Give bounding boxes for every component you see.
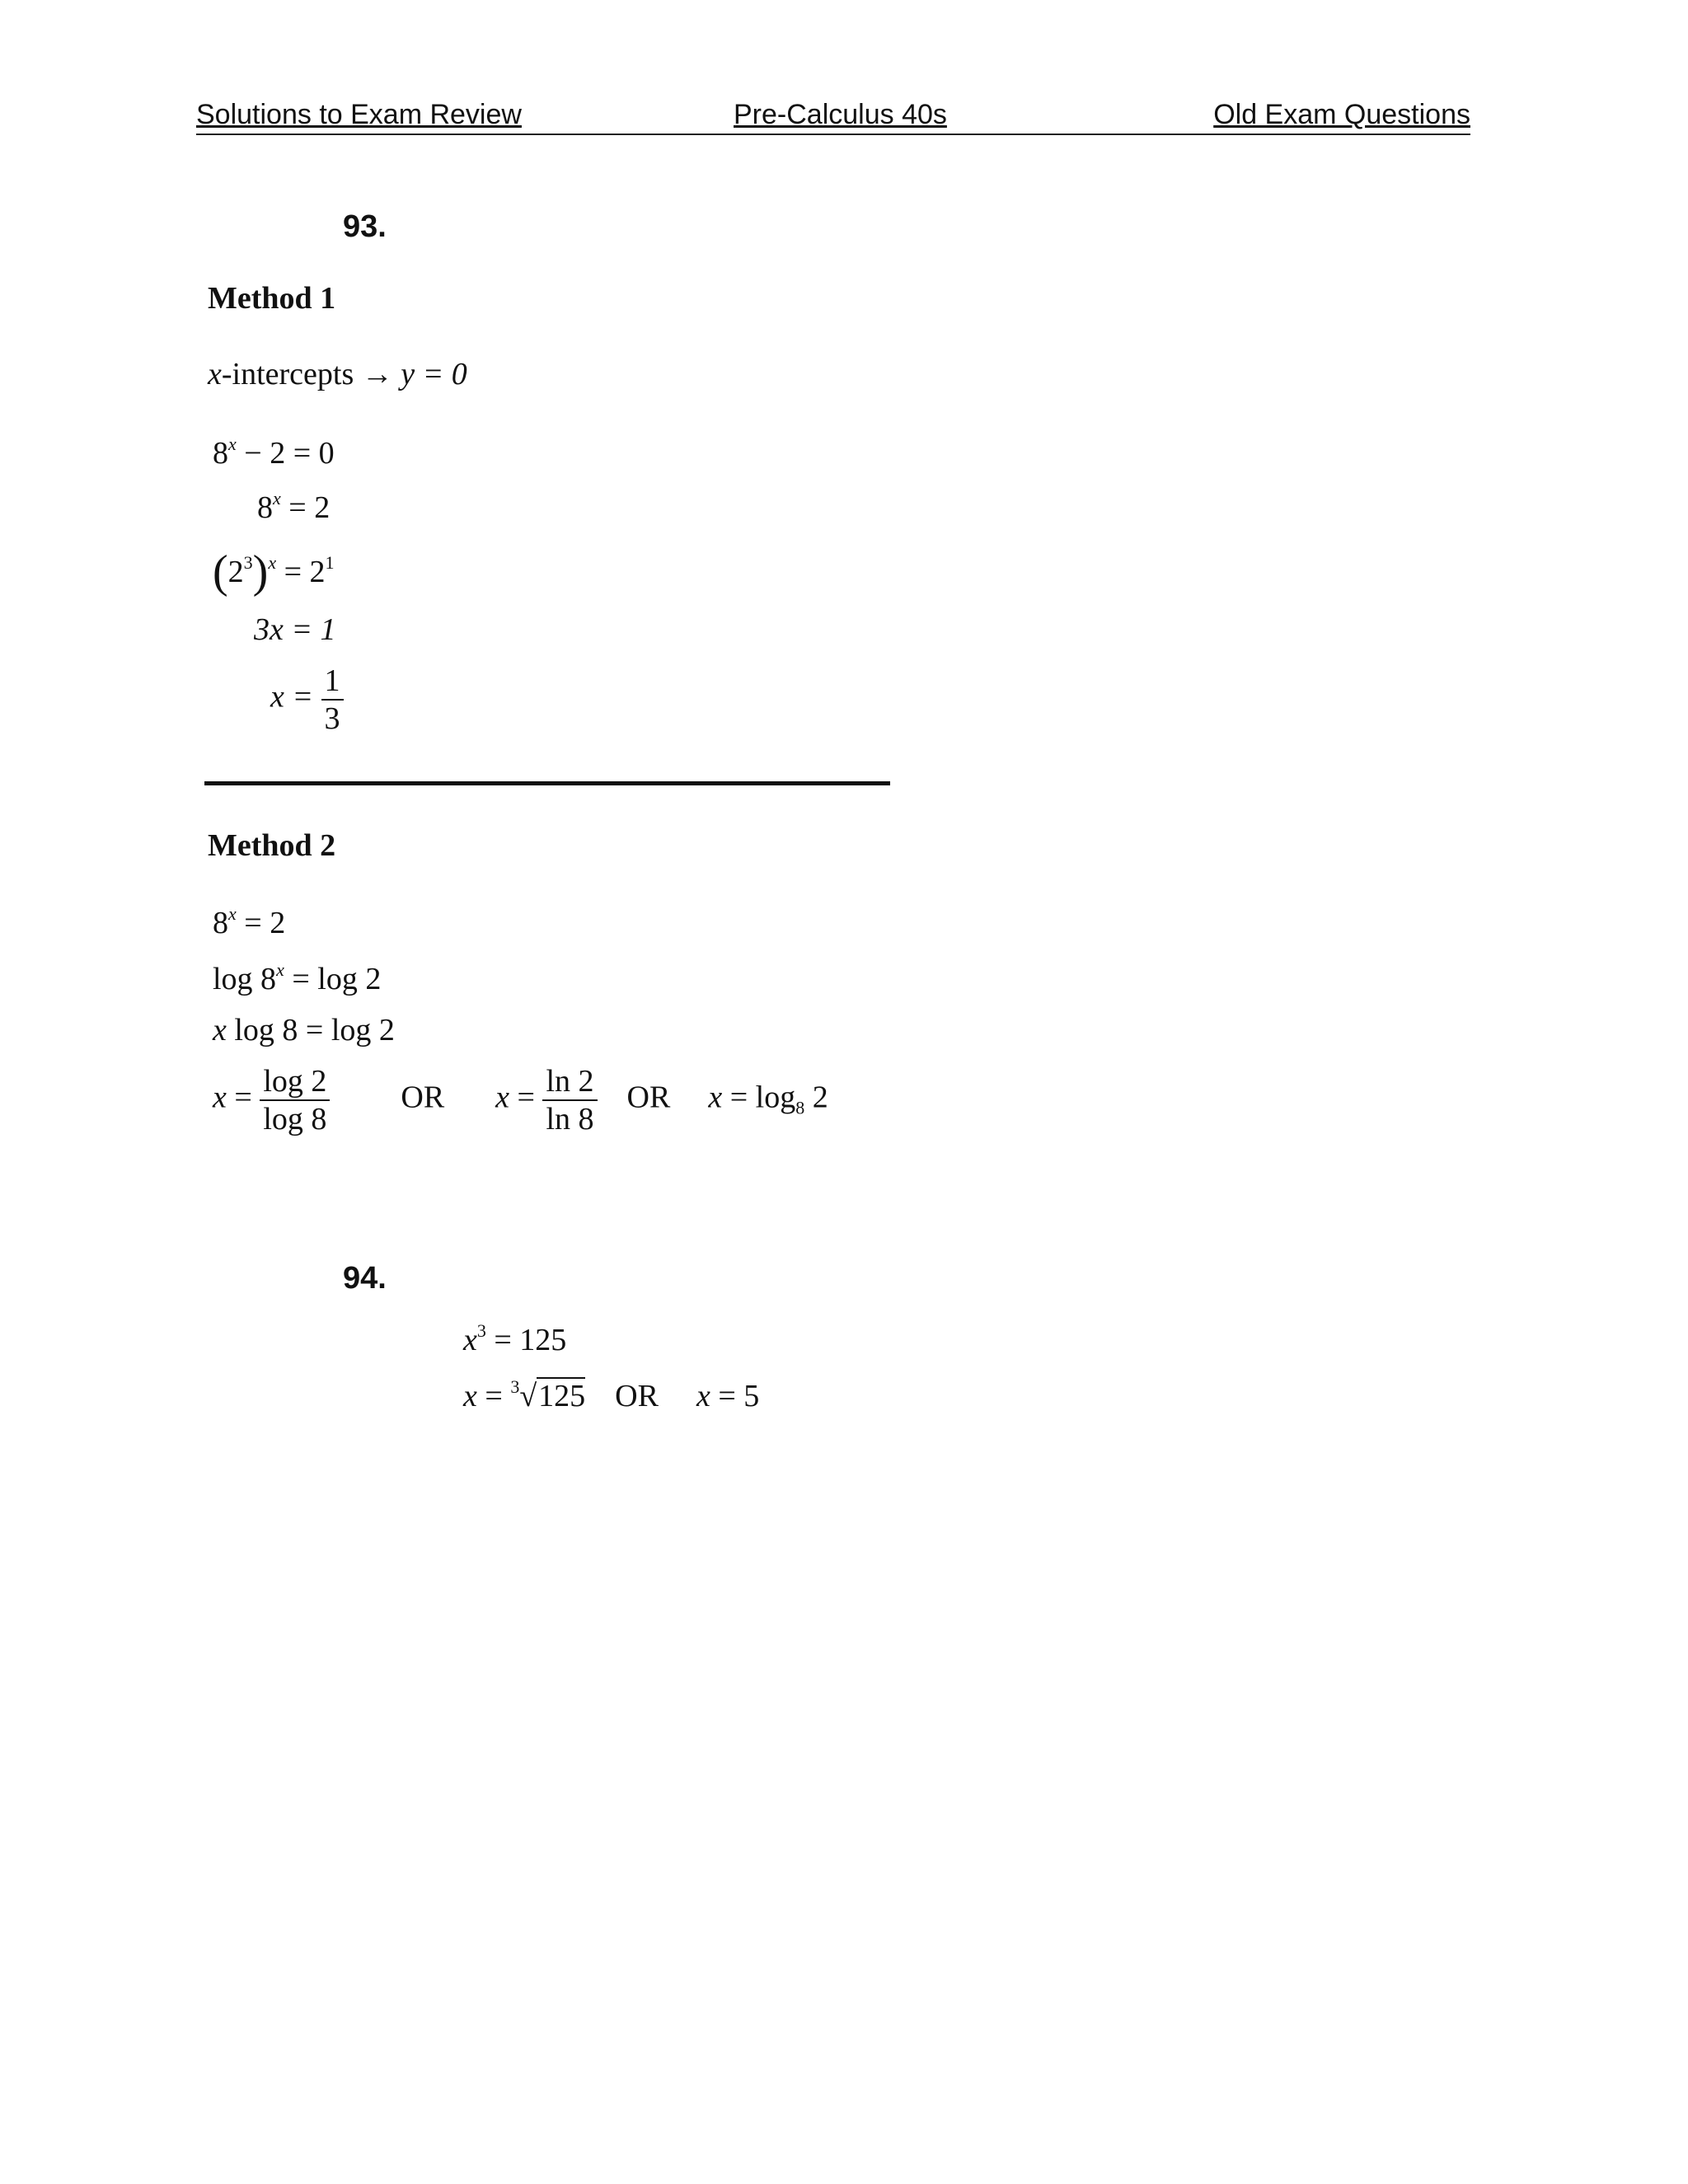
- m2-eq4-fraction-1: [260, 1063, 330, 1137]
- m2-or-2: OR: [626, 1080, 671, 1115]
- question-94-number: 94.: [343, 1261, 387, 1296]
- page-header: [196, 97, 1470, 135]
- q94-equation-2: [463, 1378, 759, 1414]
- m2-equation-4: [213, 1063, 828, 1137]
- m1-eq5-lhs: x =: [270, 679, 321, 715]
- method-1-title: Method 1: [208, 281, 336, 316]
- m1-eq1-rest: − 2 = 0: [236, 436, 335, 471]
- intercepts-line: [208, 356, 467, 392]
- m1-eq3-close-paren: ): [252, 546, 269, 598]
- m1-equation-2: [257, 490, 330, 526]
- m1-eq1-exp: x: [228, 434, 237, 454]
- m2-eq2-pre: log 8: [213, 962, 277, 996]
- m2-eq4-num1: log 2: [260, 1063, 330, 1101]
- q94-eq2-radicand: 125: [538, 1379, 586, 1413]
- m2-eq1-rest: = 2: [236, 906, 286, 940]
- m2-eq2-exp: x: [276, 959, 284, 980]
- m2-eq4-eq1: =: [226, 1080, 260, 1115]
- method-2-title: Method 2: [208, 828, 336, 863]
- m1-equation-5: [270, 663, 344, 737]
- m2-equation-2: [213, 961, 381, 997]
- m1-equation-1: [213, 435, 335, 471]
- m2-eq3-x: x: [213, 1013, 227, 1047]
- section-divider: [204, 781, 890, 785]
- header-left: Solutions to Exam Review: [196, 99, 522, 130]
- m2-eq4-x1: x: [213, 1080, 227, 1115]
- m1-eq3-open-paren: (: [213, 546, 228, 598]
- m1-eq2-rest: = 2: [280, 490, 331, 525]
- m1-equation-4: 3x = 1: [254, 612, 336, 647]
- m2-eq4-eq2: =: [509, 1080, 543, 1115]
- q94-eq1-exp: 3: [476, 1320, 486, 1341]
- m1-eq2-exp: x: [273, 488, 281, 509]
- m2-eq4-tail: 2: [804, 1080, 828, 1115]
- m2-eq4-x3: x: [708, 1080, 723, 1115]
- m1-eq1-base: 8: [213, 436, 228, 471]
- q94-eq2-x: x: [463, 1379, 477, 1413]
- m2-equation-1: [213, 905, 285, 941]
- q94-eq2-eq: =: [476, 1379, 511, 1413]
- q94-eq2-radical-sign: √: [519, 1379, 537, 1413]
- intercepts-text: -intercepts →: [221, 357, 401, 391]
- m2-equation-3: [213, 1012, 395, 1048]
- m1-equation-3: [213, 546, 335, 598]
- question-93-number: 93.: [343, 209, 387, 244]
- m2-eq4-log-base: 8: [795, 1097, 805, 1118]
- header-right: Old Exam Questions: [1213, 99, 1470, 130]
- m1-eq3-rhs-exp: 1: [325, 552, 335, 573]
- m2-eq4-den2: ln 8: [546, 1102, 594, 1137]
- m2-eq4-num2: ln 2: [542, 1063, 597, 1101]
- q94-eq2-root-index: 3: [510, 1376, 520, 1397]
- m2-eq4-eq3: = log: [722, 1080, 796, 1115]
- m2-eq1-exp: x: [228, 903, 237, 924]
- q94-equation-1: [463, 1322, 566, 1358]
- header-center: Pre-Calculus 40s: [734, 99, 947, 130]
- m1-eq3-inner-exp: 3: [243, 552, 253, 573]
- m1-eq5-numerator: 1: [321, 663, 344, 701]
- m2-eq3-rest: log 8 = log 2: [226, 1013, 395, 1047]
- q94-eq2-x2: x: [696, 1379, 710, 1413]
- q94-eq2-rest2: = 5: [710, 1379, 760, 1413]
- m2-eq4-den1: log 8: [263, 1102, 327, 1137]
- intercepts-eq: y = 0: [401, 357, 467, 391]
- m1-eq3-outer-exp: x: [268, 552, 277, 573]
- intercepts-x: x: [208, 357, 222, 391]
- q94-eq1-rest: = 125: [485, 1323, 567, 1357]
- m1-eq5-fraction: [321, 663, 344, 737]
- m2-eq1-base: 8: [213, 906, 228, 940]
- m1-eq3-base: 2: [227, 555, 244, 589]
- m2-eq4-x2: x: [495, 1080, 510, 1115]
- m2-eq4-fraction-2: [542, 1063, 597, 1137]
- m1-eq3-rest: = 2: [276, 555, 326, 589]
- q94-or: OR: [615, 1379, 659, 1413]
- m1-eq2-base: 8: [257, 490, 273, 525]
- m1-eq5-denominator: 3: [324, 701, 340, 736]
- m2-eq2-rest: = log 2: [284, 962, 382, 996]
- m2-or-1: OR: [401, 1080, 445, 1115]
- q94-eq1-x: x: [463, 1323, 477, 1357]
